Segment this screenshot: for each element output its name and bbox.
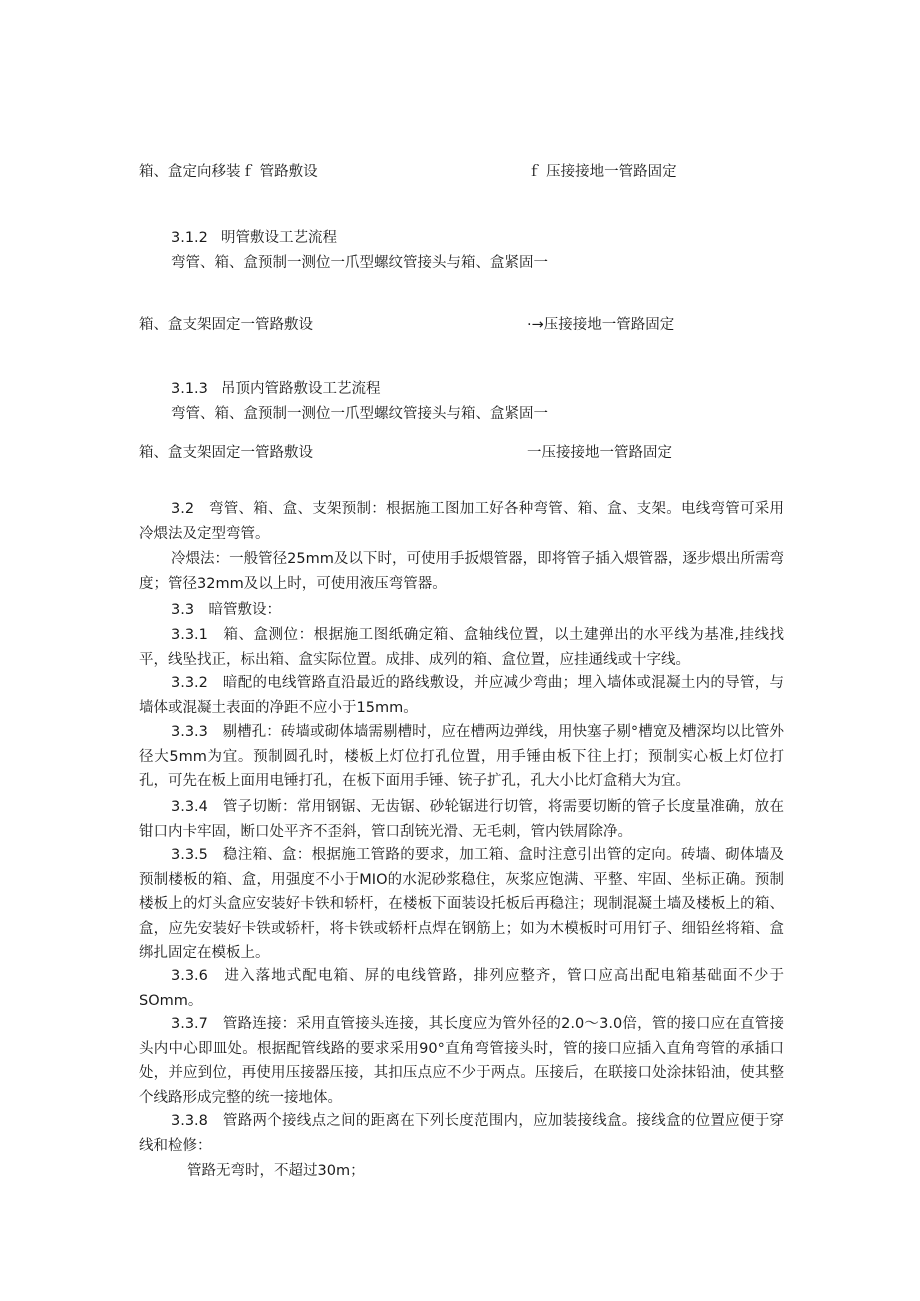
section-title: 吊顶内管路敷设工艺流程 [221, 381, 381, 397]
section-title: 明管敷设工艺流程 [221, 230, 337, 246]
flow-line-left: 箱、盒支架固定一管路敷设 [139, 445, 313, 461]
paragraph-3-2: 3.2 弯管、箱、盒、支架预制：根据施工图加工好各种弯管、箱、盒、支架。电线弯管可采用冷煨法及定型弯管。 [139, 501, 784, 542]
paragraph-3-3-8: 3.3.8 管路两个接线点之间的距离在下列长度范围内，应加装接线盒。接线盒的位置应便于穿线和检修： [139, 1113, 784, 1154]
flow-line: 弯管、箱、盒预制一测位一爪型螺纹管接头与箱、盒紧固一 [171, 406, 548, 422]
paragraph-3-3-7: 3.3.7 管路连接：采用直管接头连接，其长度应为管外径的2.0～3.0倍，管的接口应在直管接头内中心即皿处。根据配管线路的要求采用90°直角弯管接头时，管的接口应插入直角弯管的承插口处，并应到位，再使用压接器压接，其扣压点应不少于两点。压接后，在联接口处涂抹铅油，使其整个线路形成完整的统一接地体。 [139, 1016, 784, 1106]
paragraph-3-3: 3.3 暗管敷设： [171, 602, 282, 618]
flow-line-left: 箱、盒定向移装ｆ 管路敷设 [139, 164, 318, 180]
section-heading-3-1-3 [171, 377, 381, 401]
flow-line: 弯管、箱、盒预制一测位一爪型螺纹管接头与箱、盒紧固一 [171, 255, 548, 271]
flow-line-right: ｆ 压接接地一管路固定 [527, 164, 677, 180]
paragraph-cold-bend: 冷煨法：一般管径25mm及以下时，可使用手扳煨管器，即将管子插入煨管器，逐步煨出所需弯度；管径32mm及以上时，可使用液压弯管器。 [139, 551, 784, 592]
section-number: 3.1.3 [171, 381, 208, 397]
flow-line-left: 箱、盒支架固定一管路敷设 [139, 317, 313, 333]
paragraph-3-3-2: 3.3.2 暗配的电线管路直沿最近的路线敷设，并应减少弯曲；埋入墙体或混凝土内的导管，与墙体或混凝土表面的净距不应小于15mm。 [139, 675, 784, 716]
paragraph-3-3-4: 3.3.4 管子切断：常用钢锯、无齿锯、砂轮锯进行切管，将需要切断的管子长度量准确，放在钳口内卡牢固，断口处平齐不歪斜，管口刮铳光滑、无毛刺，管内铁屑除净。 [139, 799, 784, 840]
section-heading-3-1-2 [171, 226, 337, 250]
paragraph-3-3-6: 3.3.6 进入落地式配电箱、屏的电线管路，排列应整齐，管口应高出配电箱基础面不少于SOmm。 [139, 968, 784, 1009]
flow-line-right: 一压接接地一管路固定 [527, 445, 672, 461]
paragraph-3-3-1: 3.3.1 箱、盒测位：根据施工图纸确定箱、盒轴线位置，以土建弹出的水平线为基准,挂线找平，线坠找正，标出箱、盒实际位置。成排、成列的箱、盒位置，应挂通线或十字线。 [139, 627, 784, 668]
flow-line-right: ·→压接接地一管路固定 [527, 317, 675, 333]
section-number: 3.1.2 [171, 230, 208, 246]
list-item: 管路无弯时，不超过30m； [187, 1163, 365, 1179]
paragraph-3-3-3: 3.3.3 剔槽孔：砖墙或砌体墙需剔槽时，应在槽两边弹线，用快塞子剔°槽宽及槽深均以比管外径大5mm为宜。预制圆孔时，楼板上灯位打孔位置，用手锤由板下往上打；预制实心板上灯位打孔，可先在板上面用电锤打孔，在板下面用手锤、铳子扩孔，孔大小比灯盒稍大为宜。 [139, 724, 784, 789]
paragraph-3-3-5: 3.3.5 稳注箱、盒：根据施工管路的要求，加工箱、盒时注意引出管的定向。砖墙、砌体墙及预制楼板的箱、盒，用强度不小于MIO的水泥砂浆稳住，灰浆应饱满、平整、牢固、坐标正确。预制楼板上的灯头盒应安装好卡铁和轿杆，在楼板下面装设托板后再稳注；现制混凝土墙及楼板上的箱、盒，应先安装好卡铁或轿杆，将卡铁或轿杆点焊在钢筋上；如为木模板时可用钉子、细铅丝将箱、盒绑扎固定在模板上。 [139, 847, 784, 961]
